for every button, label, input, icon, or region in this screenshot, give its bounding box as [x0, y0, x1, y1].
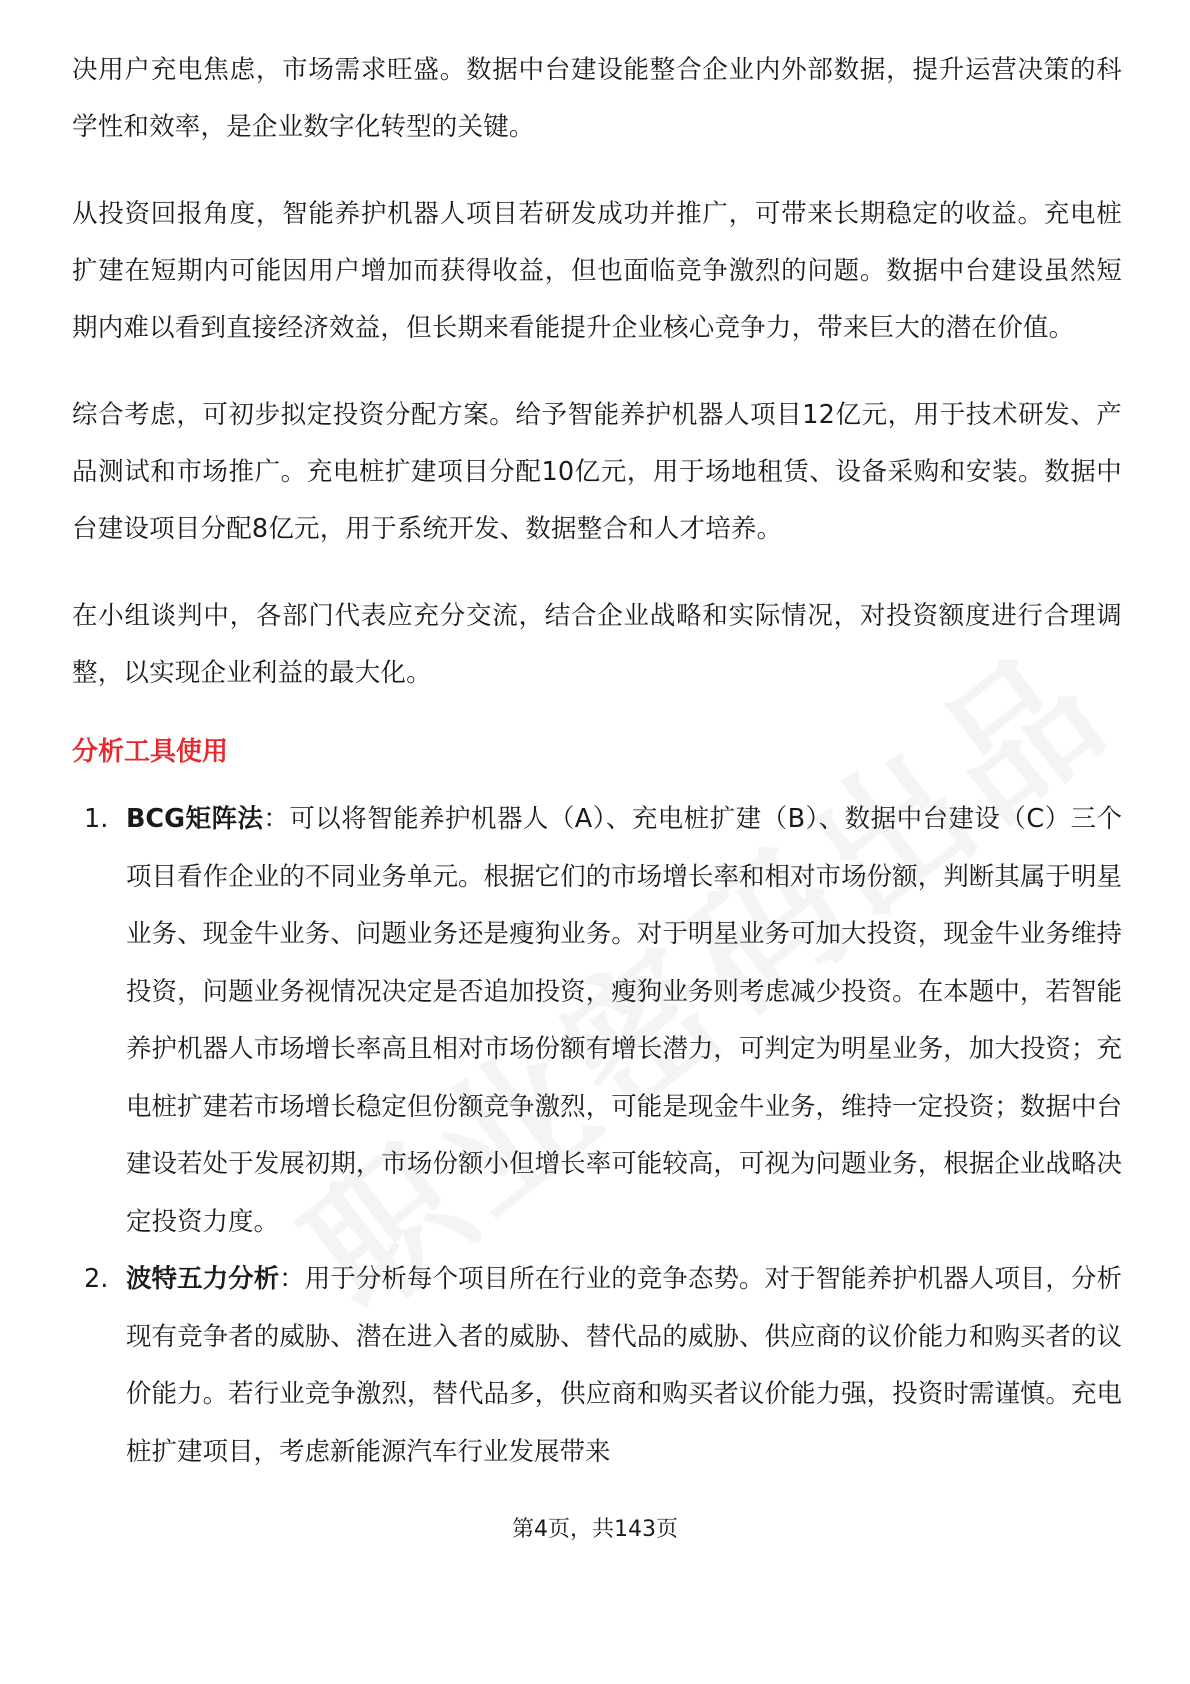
tools-list [72, 791, 1122, 1481]
list-item-number: 1. [84, 804, 109, 834]
paragraph-4: 在小组谈判中，各部门代表应充分交流，结合企业战略和实际情况，对投资额度进行合理调整，以实现企业利益的最大化。 [72, 601, 1122, 688]
page-footer: 第4页，共143页 [512, 1517, 678, 1542]
list-item-text: ：用于分析每个项目所在行业的竞争态势。对于智能养护机器人项目，分析现有竞争者的威胁、潜在进入者的威胁、替代品的威胁、供应商的议价能力和购买者的议价能力。若行业竞争激烈，替代品多，供应商和购买者议价能力强，投资时需谨慎。充电桩扩建项目，考虑新能源汽车行业发展带来 [126, 1264, 1122, 1467]
list-item-number: 2. [84, 1264, 109, 1294]
list-item-text: ：可以将智能养护机器人（A）、充电桩扩建（B）、数据中台建设（C）三个项目看作企业的不同业务单元。根据它们的市场增长率和相对市场份额，判断其属于明星业务、现金牛业务、问题业务还是瘦狗业务。对于明星业务可加大投资，现金牛业务维持投资，问题业务视情况决定是否追加投资，瘦狗业务则考虑减少投资。在本题中，若智能养护机器人市场增长率高且相对市场份额有增长潜力，可判定为明星业务，加大投资；充电桩扩建若市场增长稳定但份额竞争激烈，可能是现金牛业务，维持一定投资；数据中台建设若处于发展初期，市场份额小但增长率可能较高，可视为问题业务，根据企业战略决定投资力度。 [126, 804, 1122, 1237]
paragraph-1: 决用户充电焦虑，市场需求旺盛。数据中台建设能整合企业内外部数据，提升运营决策的科学性和效率，是企业数字化转型的关键。 [72, 55, 1122, 142]
list-item-term: 波特五力分析 [126, 1264, 280, 1294]
list-item [72, 1251, 1122, 1481]
paragraph-3: 综合考虑，可初步拟定投资分配方案。给予智能养护机器人项目12亿元，用于技术研发、产品测试和市场推广。充电桩扩建项目分配10亿元，用于场地租赁、设备采购和安装。数据中台建设项目分配8亿元，用于系统开发、数据整合和人才培养。 [72, 400, 1122, 544]
paragraph-2: 从投资回报角度，智能养护机器人项目若研发成功并推广，可带来长期稳定的收益。充电桩扩建在短期内可能因用户增加而获得收益，但也面临竞争激烈的问题。数据中台建设虽然短期内难以看到直接经济效益，但长期来看能提升企业核心竞争力，带来巨大的潜在价值。 [72, 199, 1122, 343]
document-page [72, 42, 1122, 1481]
list-item-term: BCG矩阵法 [126, 804, 264, 834]
section-heading: 分析工具使用 [72, 737, 229, 767]
list-item [72, 791, 1122, 1251]
